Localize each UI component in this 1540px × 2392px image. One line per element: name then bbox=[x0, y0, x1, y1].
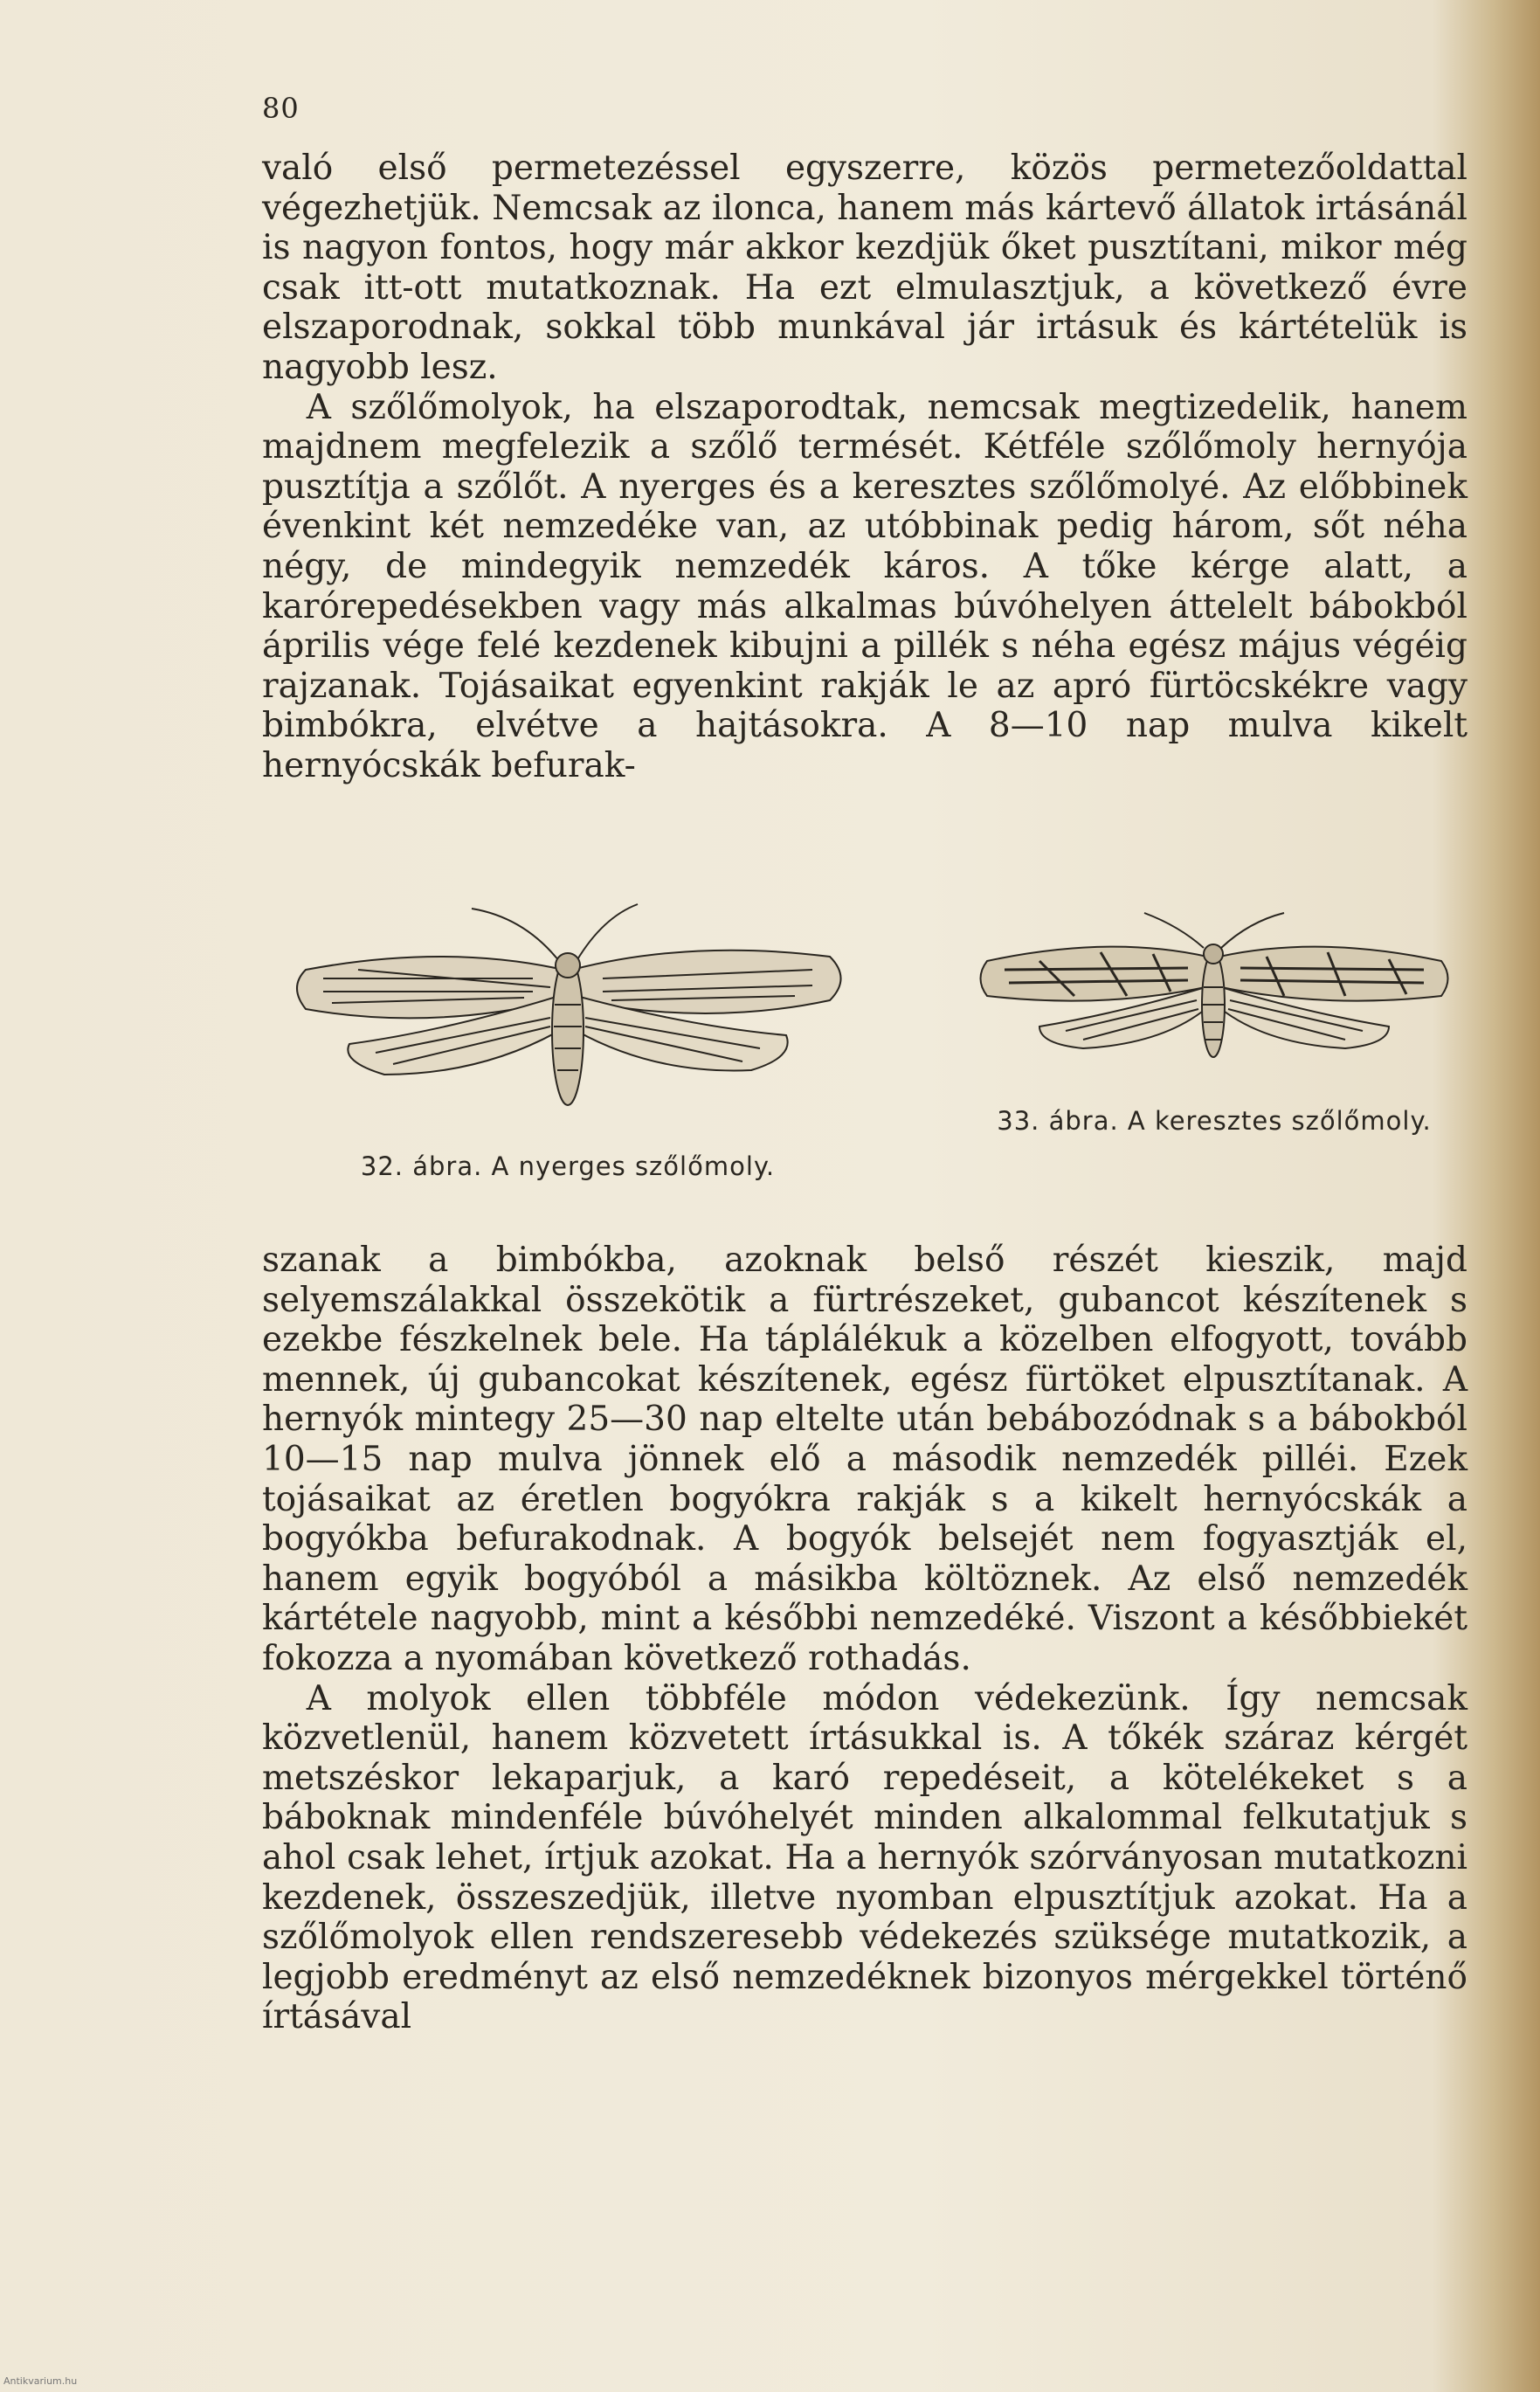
moth-keresztes-illustration bbox=[970, 900, 1459, 1075]
figure-caption: 33. ábra. A keresztes szőlőmoly. bbox=[997, 1106, 1432, 1136]
paragraph: szanak a bimbókba, azoknak belső részét kieszik, majd selyemszálakkal összekötik a fürtrészeket, gubancot készítenek s ezekbe fészkelnek bele. Ha táplálékuk a közelben elfogyott, tovább mennek, új gubancokat készítenek, egész fürtöket elpusztítanak. A hernyók mintegy 25—30 nap eltelte után bebábozódnak s a bábokból 10—15 nap mulva jönnek elő a második nemzedék pilléi. Ezek tojásaikat az éretlen bogyókra rakják s a kikelt hernyócskák a bogyókba befurakodnak. A bogyók belsejét nem fogyasztják el, hanem egyik bogyóból a másikba költöznek. Az első nemzedék kártétele nagyobb, mint a későbbi nemzedéké. Viszont a későbbiekét fokozza a nyomában következő rothadás. bbox=[262, 1241, 1467, 1678]
figure-caption: 32. ábra. A nyerges szőlőmoly. bbox=[360, 1151, 776, 1181]
figure-32 bbox=[262, 856, 874, 1181]
figure-33 bbox=[961, 900, 1467, 1136]
page-number: 80 bbox=[262, 92, 300, 125]
paragraph: való első permetezéssel egyszerre, közös permetezőoldattal végezhetjük. Nemcsak az ilonca, hanem más kártevő állatok irtásánál is nagyon fontos, hogy már akkor kezdjük őket pusztítani, mikor még csak itt-ott mutatkoznak. Ha ezt elmulasztjuk, a következő évre elszaporodnak, sokkal több munkával jár irtásuk és kártételük is nagyobb lesz. bbox=[262, 149, 1467, 387]
paragraph: A szőlőmolyok, ha elszaporodtak, nemcsak megtizedelik, hanem majdnem megfelezik a szőlő termését. Kétféle szőlőmoly hernyója pusztítja a szőlőt. A nyerges és a keresztes szőlőmolyé. Az előbbinek évenkint két nemzedéke van, az utóbbinak pedig három, sőt néha négy, de mindegyik nemzedék káros. A tőke kérge alatt, a karórepedésekben vagy más alkalmas búvóhelyen áttelelt bábokból április vége felé kezdenek kibujni a pillék s néha egész május végéig rajzanak. Tojásaikat egyenkint rakják le az apró fürtöcskékre vagy bimbókra, elvétve a hajtásokra. A 8—10 nap mulva kikelt hernyócskák befurak- bbox=[262, 387, 1467, 785]
text-block-top bbox=[262, 149, 1467, 786]
text-block-bottom bbox=[262, 1241, 1467, 2037]
moth-nyerges-illustration bbox=[271, 856, 865, 1136]
watermark: Antikvarium.hu bbox=[3, 2375, 78, 2387]
paragraph: A molyok ellen többféle módon védekezünk. Így nemcsak közvetlenül, hanem közvetett írtásukkal is. A tőkék száraz kérgét metszéskor lekaparjuk, a karó repedéseit, a kötelékeket s a báboknak mindenféle búvóhelyét minden alkalommal felkutatjuk s ahol csak lehet, írtjuk azokat. Ha a hernyók szórványosan mutatkozni kezdenek, összeszedjük, illetve nyomban elpusztítjuk azokat. Ha a szőlőmolyok ellen rendszeresebb védekezés szüksége mutatkozik, a legjobb eredményt az első nemzedéknek bizonyos mérgekkel történő írtásával bbox=[262, 1678, 1467, 2037]
